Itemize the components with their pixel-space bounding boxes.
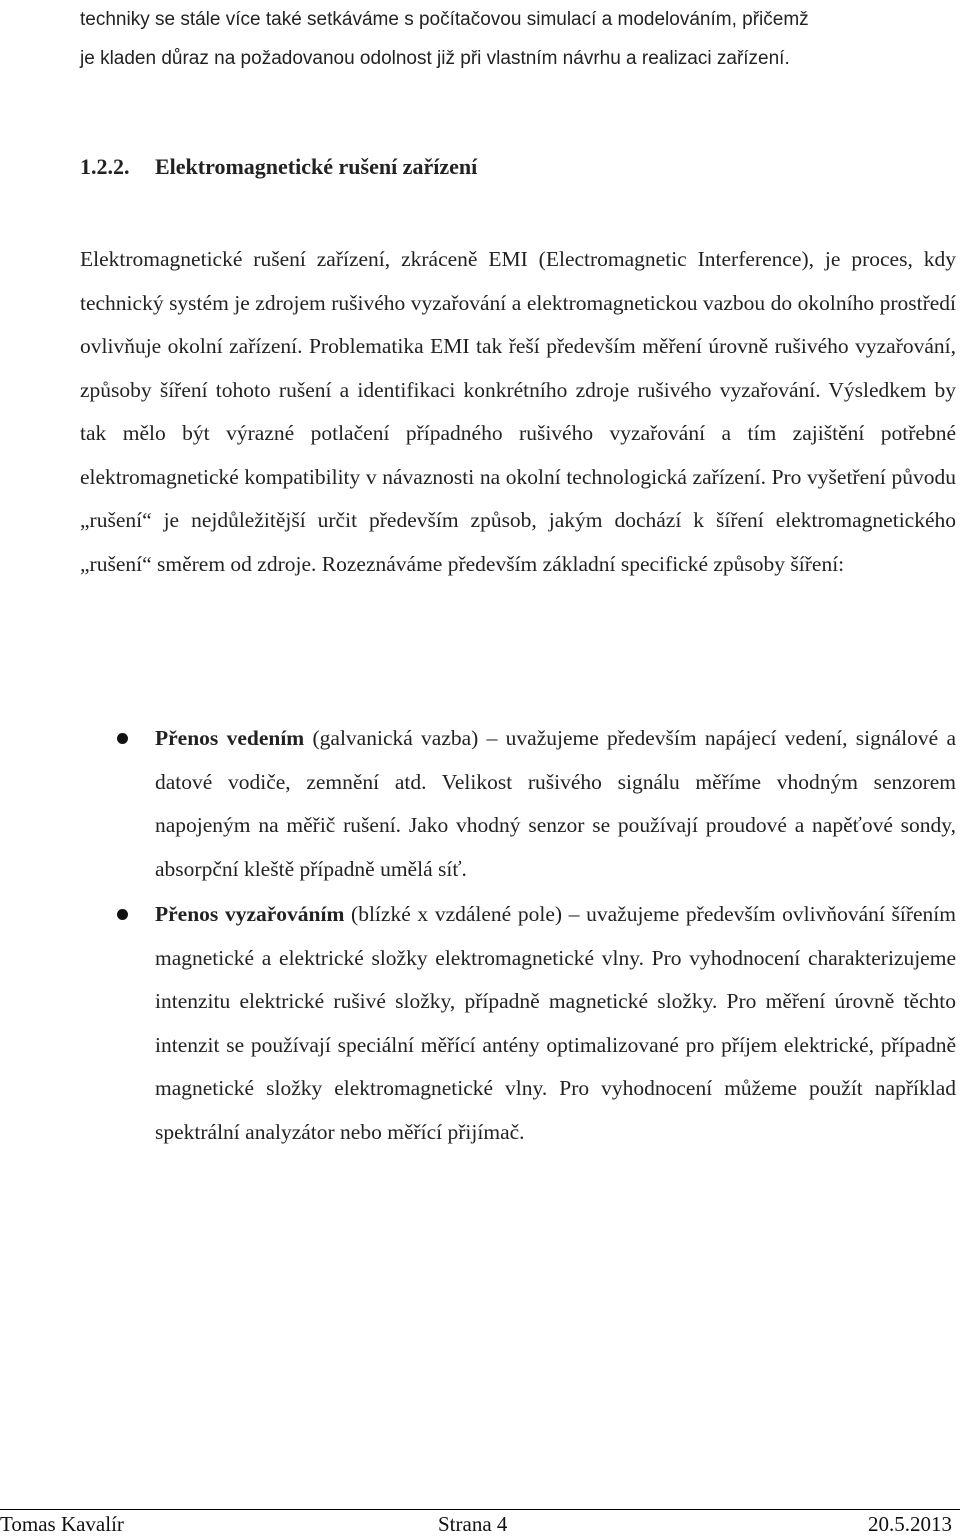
bullet-list — [80, 717, 956, 1154]
list-item-text: (galvanická vazba) – uvažujeme především napájecí vedení, signálové a datové vodiče, zemnění atd. Velikost rušivého signálu měříme vhodným senzorem napojeným na měřič rušení. Jako vhodný senzor se používají proudové a napěťové sondy, absorpční kleště případně umělá síť. — [155, 726, 956, 881]
footer-author: Tomas Kavalír — [0, 1512, 124, 1536]
intro-line-2: je kladen důraz na požadovanou odolnost již při vlastním návrhu a realizaci zařízení. — [80, 48, 790, 69]
section-number: 1.2.2. — [80, 154, 130, 179]
list-item-text: (blízké x vzdálené pole) – uvažujeme především ovlivňování šířením magnetické a elektrické složky elektromagnetické vlny. Pro vyhodnocení charakterizujeme intenzitu elektrické rušivé složky, případně magnetické složky. Pro měření úrovně těchto intenzit se používají speciální měřící antény optimalizované pro příjem elektrické, případně magnetické složky elektromagnetické vlny. Pro vyhodnocení můžeme použít například spektrální analyzátor nebo měřící přijímač. — [155, 902, 956, 1144]
page-footer — [0, 1512, 960, 1537]
list-item — [80, 717, 956, 891]
body-paragraph: Elektromagnetické rušení zařízení, zkráceně EMI (Electromagnetic Interference), je proces, kdy technický systém je zdrojem rušivého vyzařování a elektromagnetickou vazbou do okolního prostředí ovlivňuje okolní zařízení. Problematika EMI tak řeší především měření úrovně rušivého vyzařování, způsoby šíření tohoto rušení a identifikaci konkrétního zdroje rušivého vyzařování. Výsledkem by tak mělo být výrazné potlačení případného rušivého vyzařování a tím zajištění potřebné elektromagnetické kompatibility v návaznosti na okolní technologická zařízení. Pro vyšetření původu „rušení“ je nejdůležitější určit především způsob, jakým dochází k šíření elektromagnetického „rušení“ směrem od zdroje. Rozeznáváme především základní specifické způsoby šíření: — [80, 247, 956, 576]
bullet-icon — [117, 909, 128, 920]
footer-date: 20.5.2013 — [868, 1512, 952, 1536]
list-item-heading: Přenos vyzařováním — [155, 902, 345, 926]
section-title: Elektromagnetické rušení zařízení — [155, 154, 478, 179]
section-heading — [80, 147, 880, 187]
intro-text — [80, 0, 880, 78]
intro-line-1: techniky se stále více také setkáváme s počítačovou simulací a modelováním, přičemž — [80, 9, 809, 30]
footer-page-number: Strana 4 — [438, 1512, 508, 1536]
footer-divider — [0, 1509, 960, 1510]
bullet-icon — [117, 733, 128, 744]
list-item — [80, 893, 956, 1154]
list-item-heading: Přenos vedením — [155, 726, 305, 750]
